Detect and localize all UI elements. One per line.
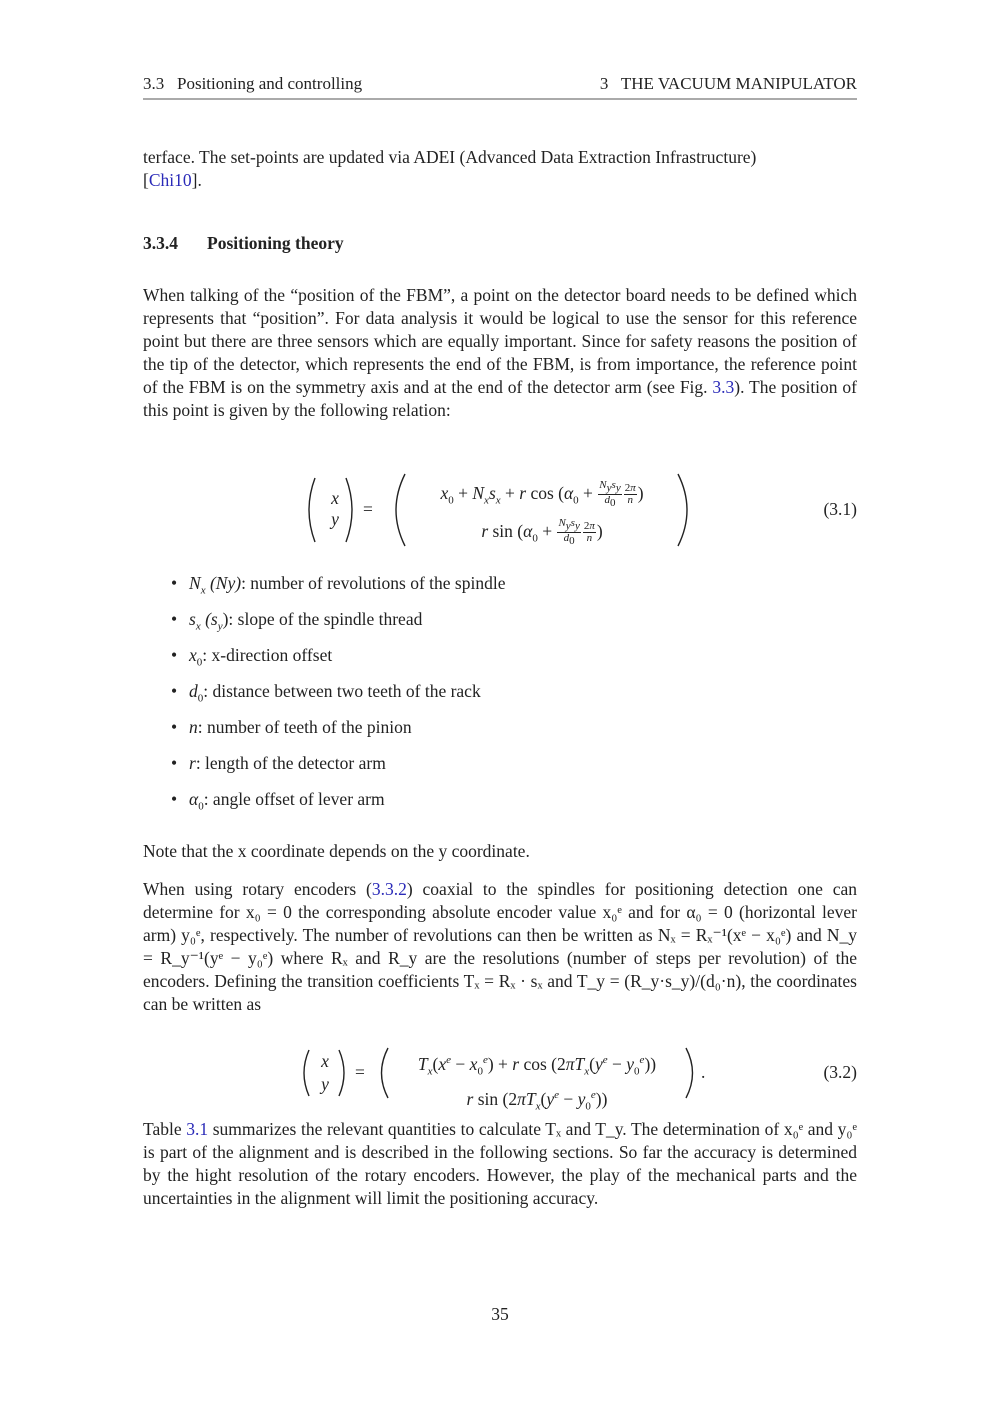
equation-3-1 xyxy=(143,470,857,550)
list-item: • r: length of the detector arm xyxy=(171,753,386,773)
note-paragraph: Note that the x coordinate depends on the y coordinate. xyxy=(143,841,530,861)
list-item: • $s_x$ $(s_y)$: slope of the spindle thread xyxy=(171,609,423,633)
list-item: • $N_x$ (Ny): number of revolutions of the spindle xyxy=(171,573,506,597)
eq2-row-y: r $\sin (2\pi T_x(y^e - y_0^e))$ xyxy=(466,1089,608,1113)
paragraph-1 xyxy=(143,284,857,422)
eq1-rhs xyxy=(407,478,677,553)
para3-text-a: Table xyxy=(143,1119,187,1139)
section-number: 3.3.4 xyxy=(143,233,178,253)
para1-text: When talking of the “position of the FBM”, a point on the detector board needs to be defined which represents that “position”. For data analysis it would be logical to use the sensor for this reference point but there are three sensors which are equally important. Since for safety reasons the position of the tip of the detector, which represents the end of the FBM, is from importance, the reference point of the FBM is on the symmetry axis and at the end of the detector arm (see Fig. xyxy=(143,285,857,397)
eq1-lhs: x y xyxy=(331,488,339,529)
table-ref-link[interactable]: 3.1 xyxy=(186,1119,209,1139)
para2-text-b: ) coaxial to the spindles for positioning detection one can determine for x₀ = 0 the corresponding absolute encoder value x₀ᵉ and for α₀ = 0 (horizontal lever arm) y₀ᵉ, respectively. The number of revolutions can then be written as Nₓ = Rₓ⁻¹(xᵉ − x₀ᵉ) and N_y = R_y⁻¹(yᵉ − y₀ᵉ) where Rₓ and R_y are the resolutions (number of steps per revolution) of the encoders. Defining the transition coefficients Tₓ = Rₓ · sₓ and T_y = (R_y·s_y)/(d₀·n), the coordinates can be written as xyxy=(143,879,857,1014)
equation-3-2: x y = $T_x(x^e - x_0^e) + r$ $\cos (2\pi T_x(y^e - y_0^e))$ r $\sin (2\pi T_x(y^e - y_0^e))$ . (3.2) xyxy=(143,1046,857,1100)
list-item: • $d_0$: distance between two teeth of the rack xyxy=(171,681,481,705)
eq2-lhs: x y xyxy=(321,1051,329,1094)
eq1-row-y: r $\sin (\alpha_0$ + $\frac{N_ys_y}{d_0}$ $\frac{2\pi}{n}$ ) xyxy=(481,516,603,548)
section-ref-link[interactable]: 3.3.2 xyxy=(371,879,407,899)
list-item: • n: number of teeth of the pinion xyxy=(171,717,412,737)
citation-link[interactable]: Chi10 xyxy=(148,170,192,190)
eq2-rhs xyxy=(391,1048,683,1119)
para1-tail: ). The position of this point is given by the following relation: xyxy=(143,377,857,420)
variable-list xyxy=(143,570,857,822)
cite-close: ]. xyxy=(191,170,202,190)
header-chapter: 3 THE VACUUM MANIPULATOR xyxy=(599,74,857,93)
eq1-row-x: $x_0 + N_xs_x + r$ $\cos (\alpha_0$ + $\frac{N_ys_y}{d_0}$ $\frac{2\pi}{n}$ ) xyxy=(440,479,644,510)
list-item: • $x_0$: x-direction offset xyxy=(171,645,333,669)
running-header xyxy=(143,74,857,96)
header-rule xyxy=(143,98,857,100)
eq2-equals: = xyxy=(355,1062,365,1082)
equation-number-3-1: (3.1) xyxy=(823,499,857,519)
intro-text: terface. The set-points are updated via ADEI (Advanced Data Extraction Infrastructure) xyxy=(143,147,757,167)
cite-open: [ xyxy=(143,170,149,190)
para3-text-b: summarizes the relevant quantities to calculate Tₓ and T_y. The determination of x₀ᵉ and y₀ᵉ is part of the alignment and is described in the following sections. So far the accuracy is determined by the hight resolution of the rotary encoders. However, the play of the mechanical parts and the uncertainties in the alignment will limit the positioning accuracy. xyxy=(143,1119,858,1208)
intro-paragraph xyxy=(143,146,857,192)
page-number: 35 xyxy=(491,1304,509,1324)
equation-number-3-2: (3.2) xyxy=(823,1062,857,1082)
section-heading xyxy=(143,233,344,254)
header-section: 3.3 Positioning and controlling xyxy=(143,74,363,93)
eq2-row-x: $T_x(x^e - x_0^e) + r$ $\cos (2\pi T_x(y^e - y_0^e))$ xyxy=(417,1053,657,1078)
eq1-equals: = xyxy=(363,499,373,519)
paragraph-2 xyxy=(143,878,857,1016)
section-title: Positioning theory xyxy=(207,233,344,253)
list-item: • $\alpha_0$: angle offset of lever arm xyxy=(171,789,385,813)
para2-text-a: When using rotary encoders ( xyxy=(143,879,372,899)
paragraph-3 xyxy=(143,1118,857,1210)
figure-ref-link[interactable]: 3.3 xyxy=(712,377,735,397)
